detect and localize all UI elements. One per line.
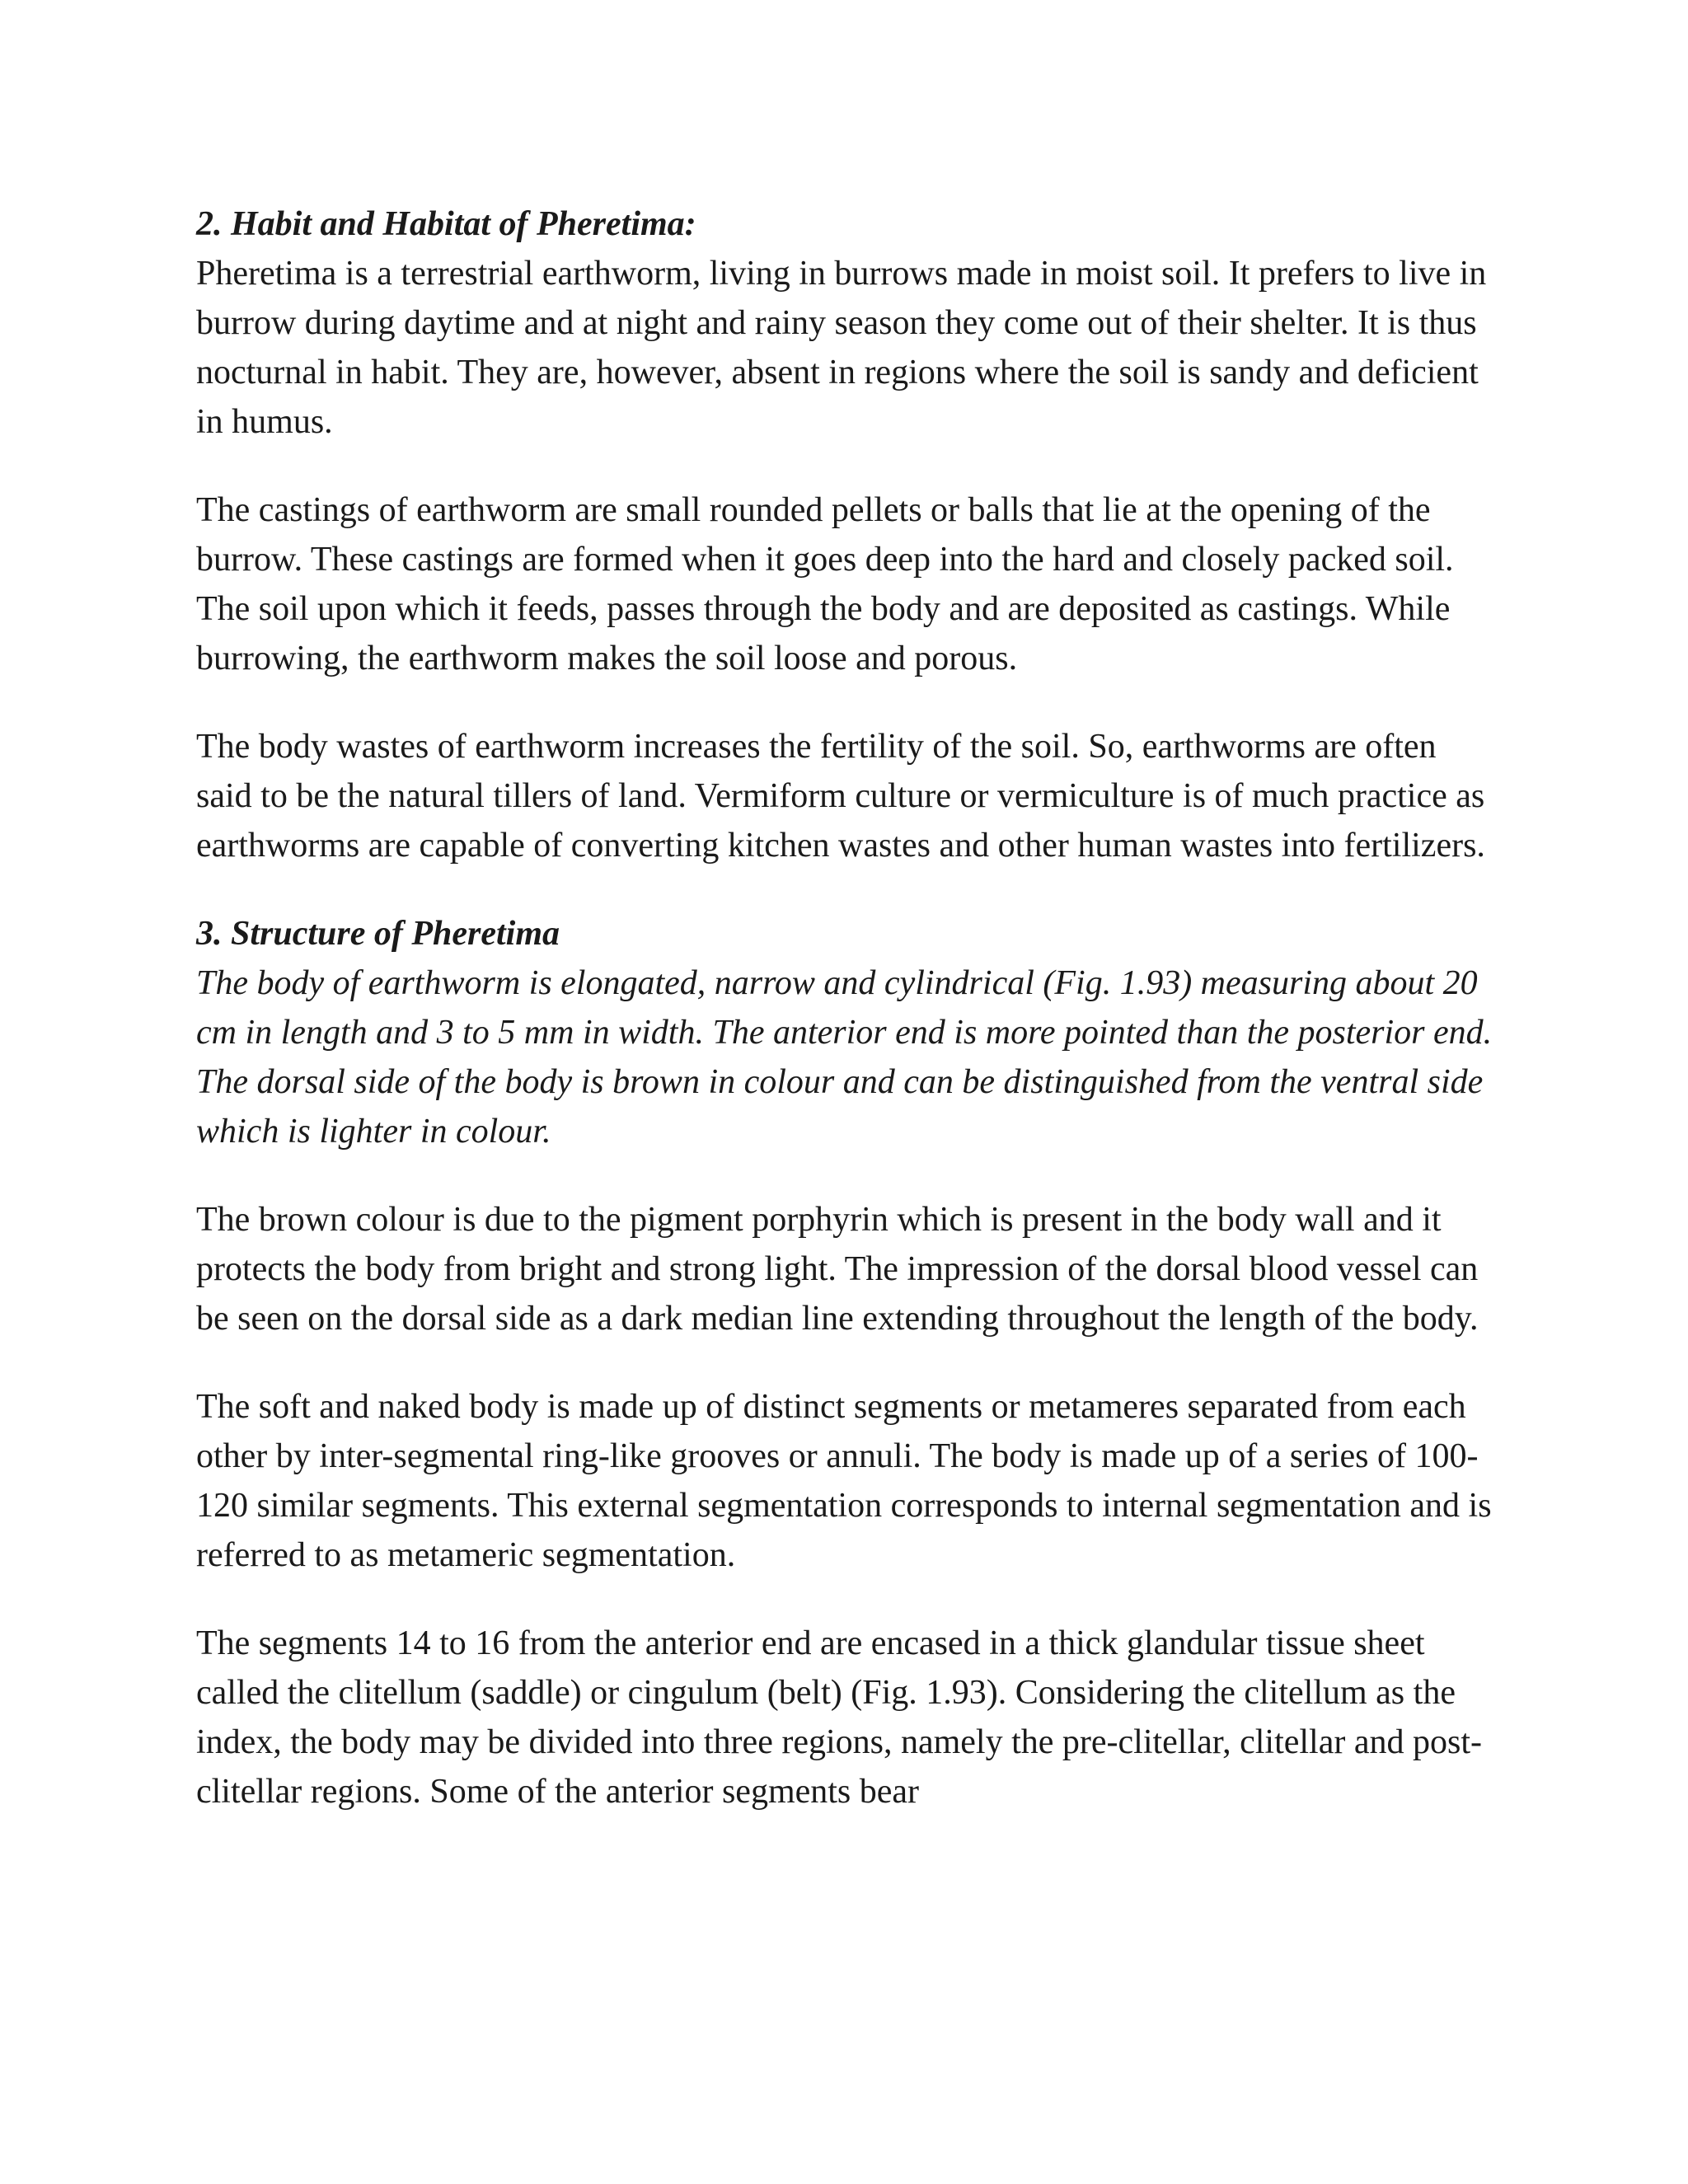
paragraph-brown-colour: The brown colour is due to the pigment porphyrin which is present in the body wall and it protects the body from bright and strong light. The impression of the dorsal blood vessel can be seen on the dorsal side as a dark median line extending throughout the length of the body. — [196, 1201, 1479, 1338]
document-body — [196, 199, 1498, 1816]
paragraph-segmentation: The soft and naked body is made up of distinct segments or metameres separated from each other by inter-segmental ring-like grooves or annuli. The body is made up of a series of 100-120 similar segments. This external segmentation corresponds to internal segmentation and is referred to as metameric segmentation. — [196, 1388, 1492, 1574]
paragraph-castings: The castings of earthworm are small rounded pellets or balls that lie at the opening of the burrow. These castings are formed when it goes deep into the hard and closely packed soil. The soil upon which it feeds, passes through the body and are deposited as castings. While burrowing, the earthworm makes the soil loose and porous. — [196, 491, 1454, 677]
paragraph-clitellum: The segments 14 to 16 from the anterior end are encased in a thick glandular tissue sheet called the clitellum (saddle) or cingulum (belt) (Fig. 1.93). Considering the clitellum as the index, the body may be divided into three regions, namely the pre-clitellar, clitellar and post- clitellar regions. Some of the anterior segments bear — [196, 1624, 1482, 1811]
section-heading-habit-habitat: 2. Habit and Habitat of Pheretima: — [196, 205, 696, 243]
paragraph-habit-habitat-intro: Pheretima is a terrestrial earthworm, living in burrows made in moist soil. It prefers to live in burrow during daytime and at night and rainy season they come out of their shelter. It is thus nocturnal in habit. They are, however, absent in regions where the soil is sandy and deficient in humus. — [196, 255, 1487, 441]
paragraph-body-shape: The body of earthworm is elongated, narrow and cylindrical (Fig. 1.93) measuring about 20 cm in length and 3 to 5 mm in width. The anterior end is more pointed than the posterior end. The dorsal side of the body is brown in colour and can be distinguished from the ventral side which is lighter in colour. — [196, 964, 1493, 1151]
section-heading-structure: 3. Structure of Pheretima — [196, 915, 560, 953]
paragraph-body-wastes: The body wastes of earthworm increases the fertility of the soil. So, earthworms are often said to be the natural tillers of land. Vermiform culture or vermiculture is of much practice as earthworms are capable of converting kitchen wastes and other human wastes into fertilizers. — [196, 728, 1485, 865]
